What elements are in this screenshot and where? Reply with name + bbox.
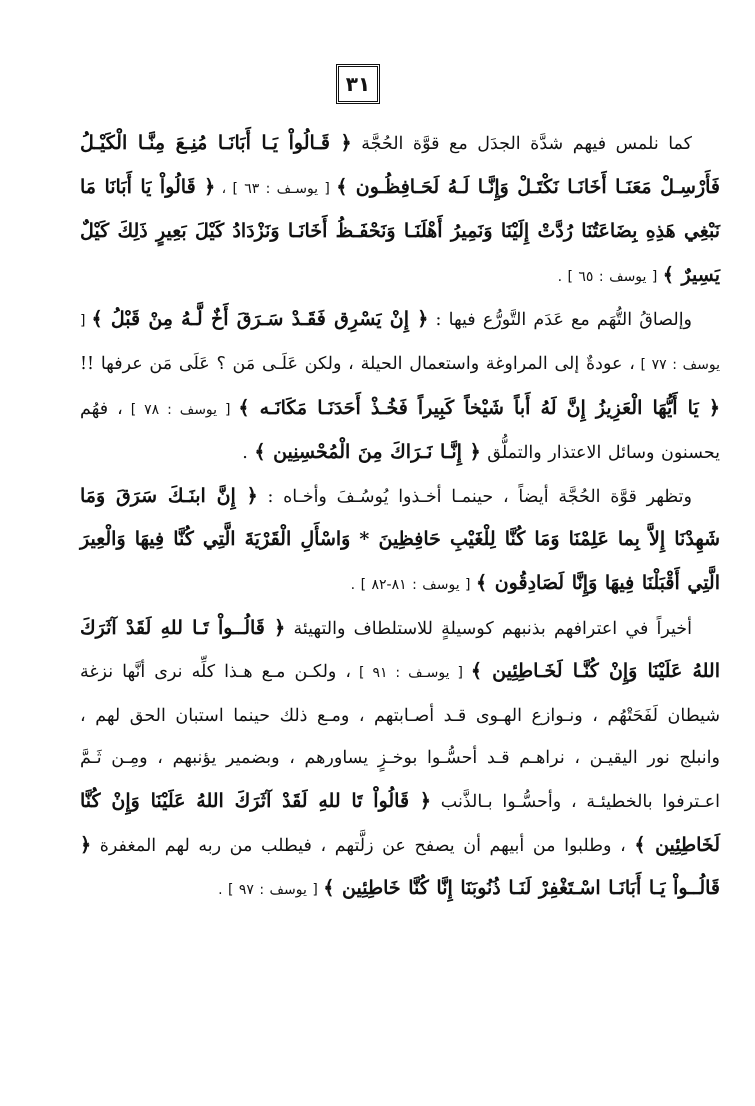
paragraph-text: وإلصاقُ التُّهَم مع عَدَم التَّورُّع فيها : [428,310,693,331]
paragraph [80,607,720,912]
paragraph-text: ، عودةٌ إلى المراوغة واستعمال الحيلة ، ولكن عَلَـى مَن ؟ عَلَى مَن عرفها !! [80,353,635,374]
quran-verse: ﴿ قَالُواْ يَا أَبَانَا مَا نَبْغِي هَذِهِ بِضَاعَتُنَا رُدَّتْ إِلَيْنَا وَنَمِيرُ أَهْلَنَـا وَنَحْفَـظُ أَخَانَـا وَنَزْدَادُ كَيْلَ بَعِيرٍ ذَلِكَ كَيْلٌ يَسِيرٌ ﴾ [80,175,720,286]
paragraph [80,475,720,607]
page-number-box [336,64,380,104]
quran-verse: ﴿ إِنَّـا نَـرَاكَ مِنَ الْمُحْسِنِين ﴾ [254,441,481,464]
verse-reference: [ يوسـف : ٦٣ ] ، [215,180,337,197]
paragraph-text: . [242,443,255,464]
paragraph-text: ، وطلبوا من أبيهم أن يصفح عن زلَّتهم ، فيطلب من ربه لهم المغفرة [91,835,635,856]
quran-verse: ﴿ يَا أَيُّهَا الْعَزِيزُ إِنَّ لَهُ أَباً شَيْخاً كَبِيراً فَخُـذْ أَحَدَنَـا مَكَانَـه ﴾ [238,396,720,419]
verse-reference: [ يوسف : ٧٧ ] [80,313,720,373]
paragraph-text: أخيراً في اعترافهم بذنبهم كوسيلةٍ للاستلطاف والتهيئة [285,618,692,639]
paragraph-text: وتظهر قوَّة الحُجَّة أيضاً ، حينمـا أخـذوا يُوسُـفَ وأخـاه : [257,486,692,507]
paragraph-text: ، ولكـن مـع هـذا كلِّه نرى أنَّها نزغة شيطان لَفَحَتْهُم ، ونـوازع الهـوى قـد أصـابتهم ، ومـع ذلك حينما استبان الحق لهم ، وانبلج نور اليقيـن ، نراهـم قـد أحسُّـوا بوخـزٍ يساورهم ، وبضمير يؤنبهم ، ومِـن ثَـمَّ اعـترفوا بالخطيئـة ، وأحسُّـوا بـالذَّنب [80,662,720,812]
quran-verse: ﴿ إِنَّ ابنَـكَ سَرَقَ وَمَا شَهِدْنَا إِلاَّ بِما عَلِمْنَا وَمَا كُنَّا لِلْغَيْبِ حَافِظِينَ * وَاسْأَلِ الْقَرْيَةَ الَّتِي كُنَّا فِيهَا وَالْعِيرَ الَّتِي أَقْبَلْنَا فِيهَا وَإِنَّا لَصَادِقُون ﴾ [80,484,720,594]
paragraph-text: كما نلمس فيهم شدَّة الجدَل مع قوَّة الحُجَّة [351,134,693,154]
verse-reference: [ يوسف : ٦٥ ] . [557,268,663,285]
quran-verse: ﴿ قَـالُواْ يَـا أَبَانَـا مُنِـعَ مِنَّـا الْكَيْـلُ فَأَرْسِـلْ مَعَنَـا أَخَانَـا نَكْتَـلْ وَإِنَّـا لَـهُ لَحَـافِظُـون ﴾ [80,132,721,198]
quran-verse: ﴿ قَالُــواْ يَـا أَبَانَـا اسْـتَغْفِرْ لَنَـا ذُنُوبَنَا إِنَّا كُنَّا خَاطِئِين ﴾ [80,833,720,900]
quran-verse: ﴿ إِنْ يَسْرِق فَقَـدْ سَـرَقَ أَخٌ لَّـهُ مِنْ قَبْلُ ﴾ [91,308,429,331]
verse-reference: [ يوسـف : ٩١ ] [351,665,471,682]
verse-reference: [ يوسف : ٧٨ ] [122,401,239,418]
quran-verse: ﴿ قَالُواْ تَا للهِ لَقَدْ آثَرَكَ اللهُ عَلَيْنَا وَإِنْ كُنَّا لَخَاطِئِين ﴾ [80,789,720,856]
verse-reference: [ يوسف : ٩٧ ] . [218,882,324,899]
page-number: ٣١ [345,72,371,96]
paragraph-text: ، فهُم يحسنون وسائل الاعتذار والتملُّق [80,398,720,464]
paragraph [80,298,720,474]
body-text [80,122,720,912]
paragraph [80,122,720,298]
quran-verse: ﴿ قَالُــواْ تَـا للهِ لَقَدْ آثَرَكَ اللهُ عَلَيْنَا وَإِنْ كُنَّـا لَخَـاطِئِين ﴾ [80,616,720,683]
verse-reference: [ يوسف : ٨١-٨٢ ] . [350,576,476,593]
